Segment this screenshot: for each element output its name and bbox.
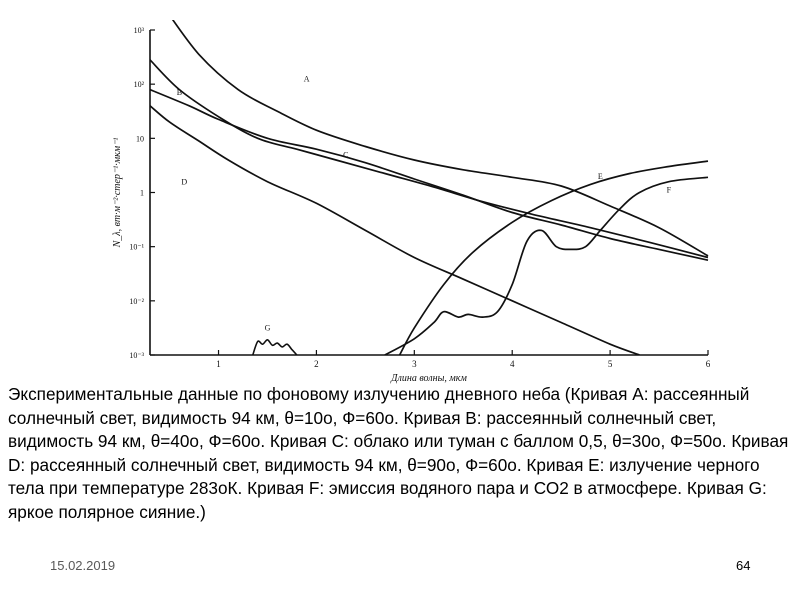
curve-label-g: G: [264, 323, 271, 333]
y-tick-label: 10⁻²: [129, 296, 144, 306]
y-tick-label: 10⁻¹: [129, 242, 144, 252]
slide-date: 15.02.2019: [50, 558, 116, 573]
figure-caption: Экспериментальные данные по фоновому излучению дневного неба (Кривая А: рассеянный солнечный свет, видимость 94 км, θ=10о, Ф=60о. Кривая В: рассеянный солнечный свет, видимость 94 км, θ=40о, Ф=60о. Кривая С: облако или туман с баллом 0,5, θ=30о, Ф=50о. Кривая D: рассеянный солнечный свет, видимость 94 км, θ=90о, Ф=60о. Кривая Е: излучение черного тела при температуре 283оК. Кривая F: эмиссия водяного пара и СО2 в атмосфере. Кривая G: яркое полярное сияние.): [8, 384, 789, 522]
curve-label-f: F: [666, 185, 672, 195]
y-axis-label: N_λ, вт·м⁻²·стер⁻¹·мкм⁻¹: [112, 137, 123, 248]
curve-d: [150, 106, 640, 355]
x-tick-label: 5: [607, 359, 613, 369]
x-tick-label: 6: [705, 359, 711, 369]
x-tick-label: 4: [509, 359, 515, 369]
curve-label-c: C: [343, 150, 349, 160]
page-number: 64: [736, 558, 751, 573]
curve-label-a: A: [303, 74, 310, 84]
x-tick-label: 1: [216, 359, 221, 369]
y-tick-label: 10²: [133, 80, 144, 90]
y-tick-label: 10⁻³: [129, 351, 144, 360]
y-tick-label: 10: [136, 134, 144, 144]
y-tick-label: 1: [140, 188, 144, 198]
y-tick-label: 10³: [133, 26, 144, 35]
x-tick-label: 3: [412, 359, 417, 369]
curve-label-d: D: [181, 177, 188, 187]
curve-label-e: E: [597, 171, 603, 181]
x-axis-label: Длина волны, мкм: [391, 373, 467, 384]
curve-b: [150, 60, 708, 258]
x-tick-label: 2: [314, 359, 319, 369]
curve-label-b: B: [176, 88, 183, 97]
background-radiation-chart: [60, 20, 740, 384]
curve-g: [253, 340, 297, 355]
